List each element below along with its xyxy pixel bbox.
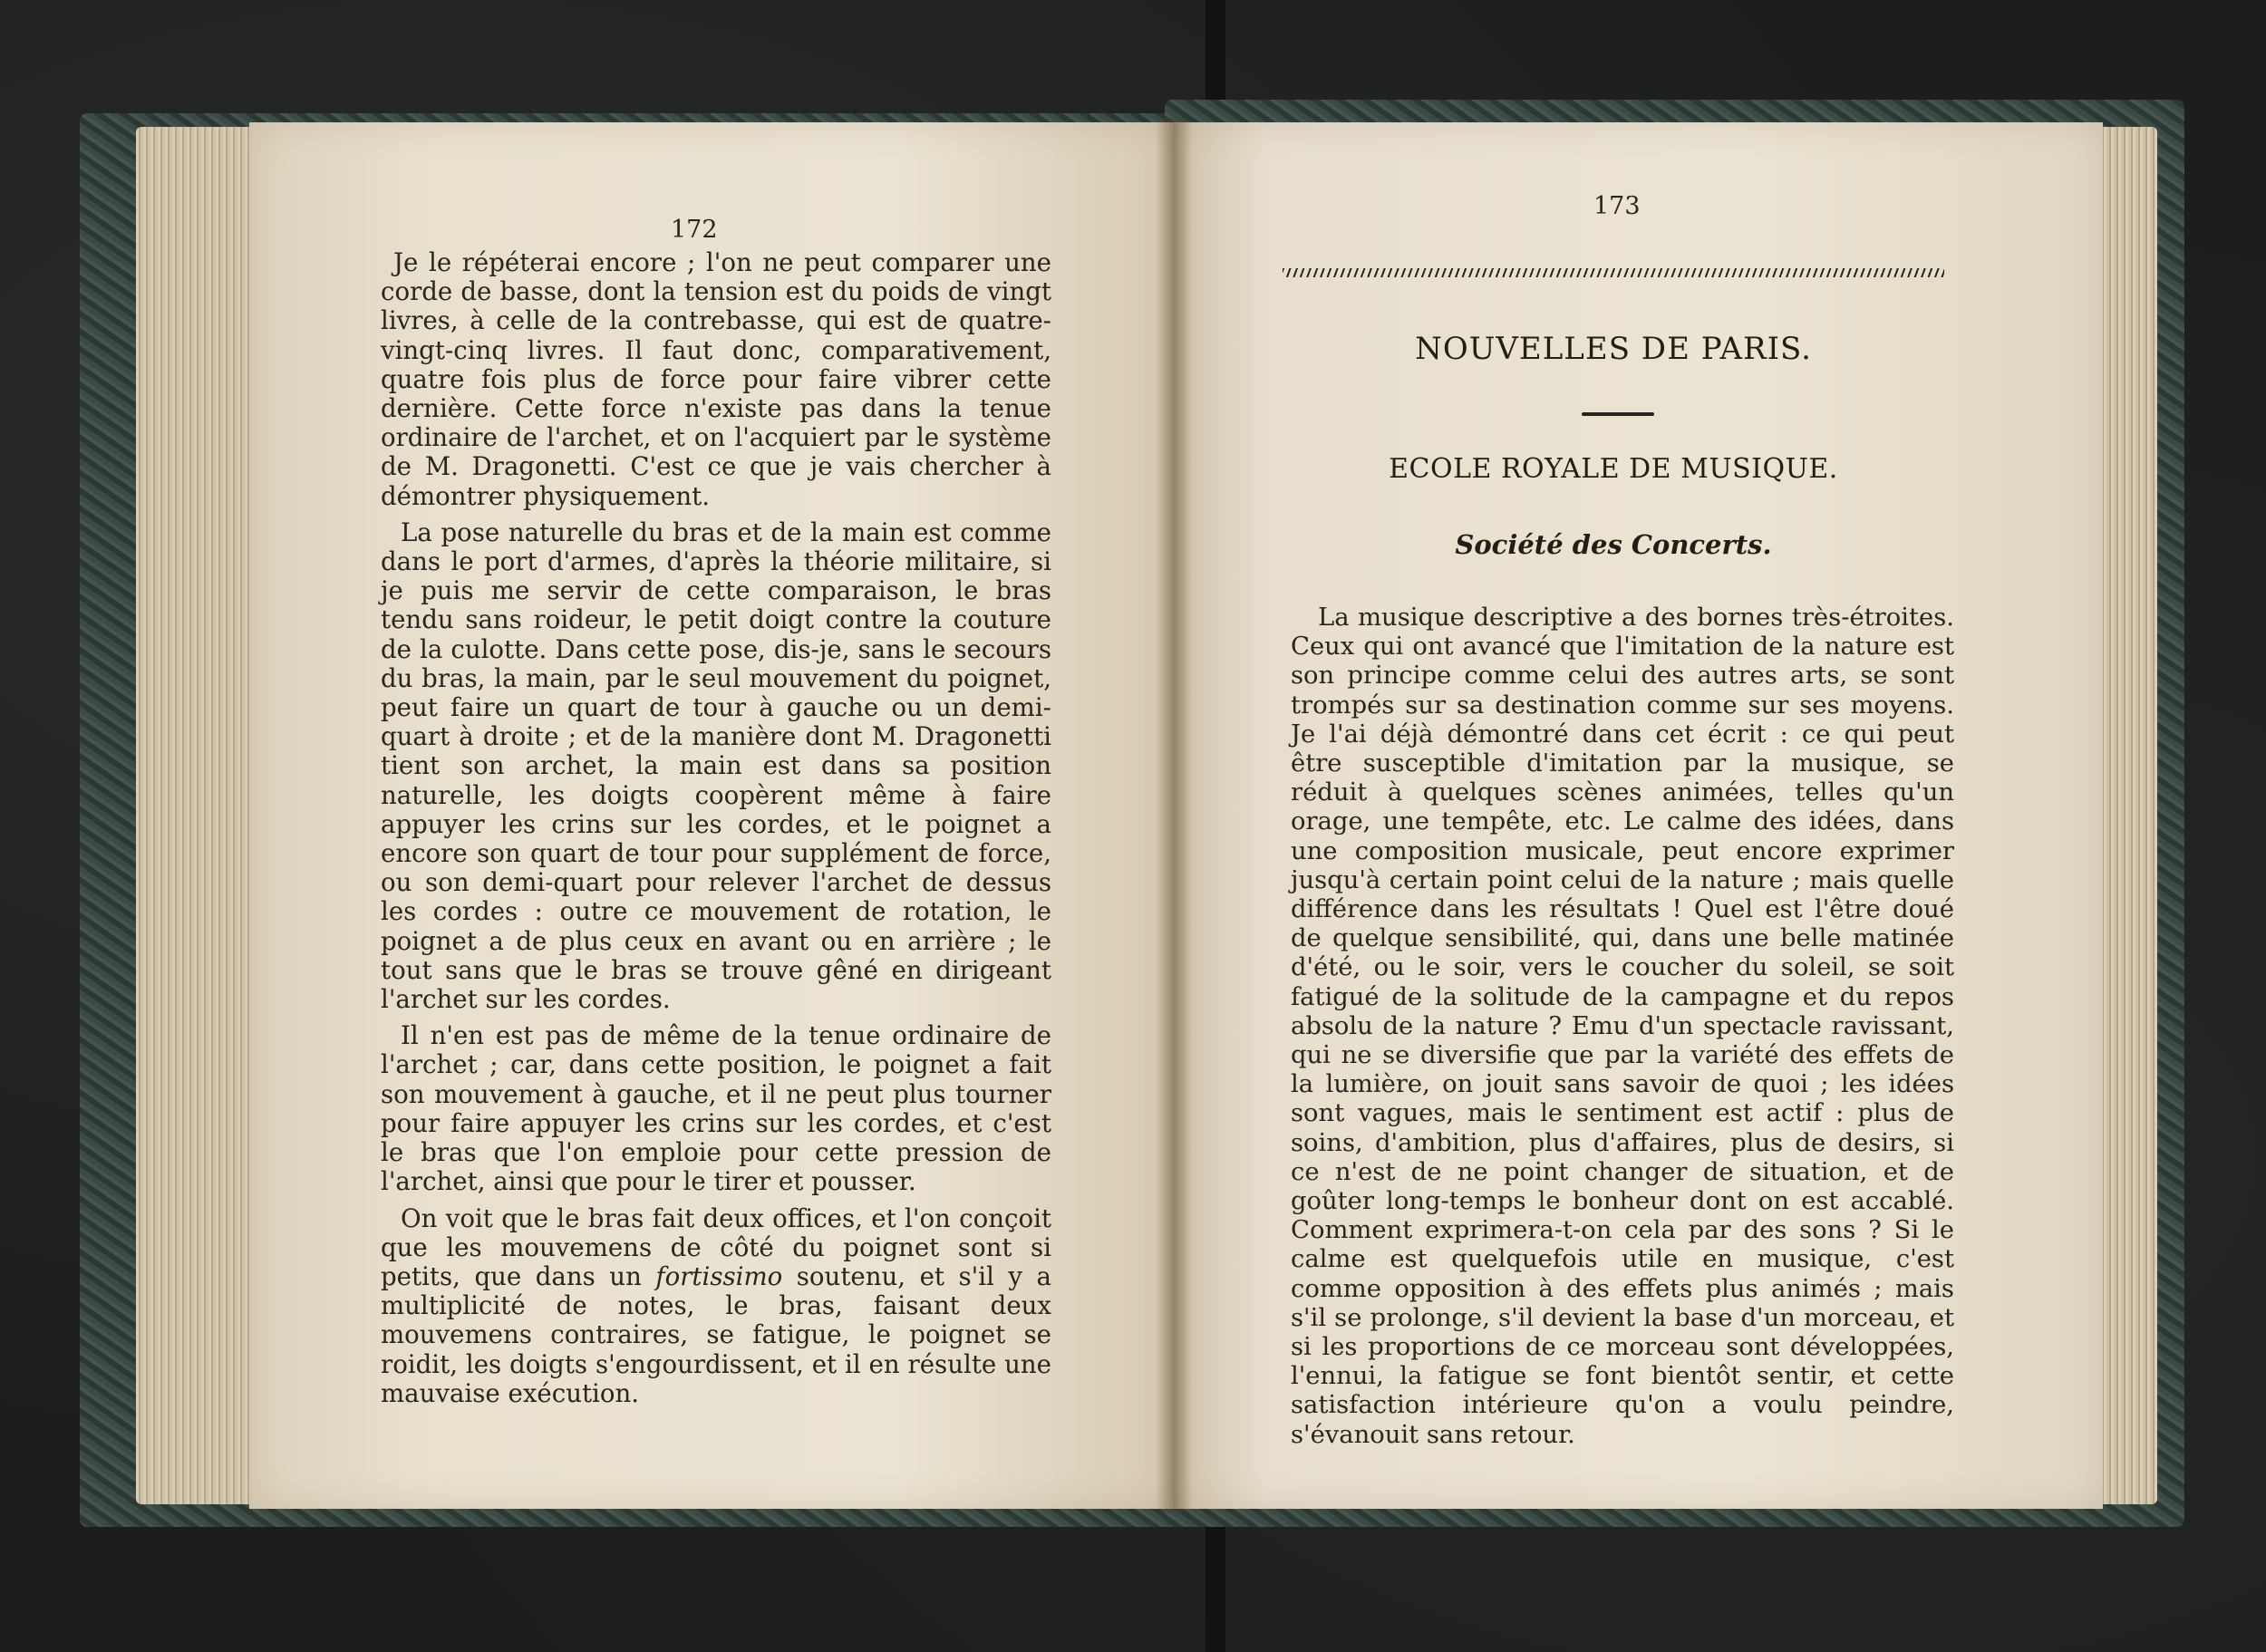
subsection-heading: ECOLE ROYALE DE MUSIQUE. — [1389, 453, 1838, 485]
section-heading: NOUVELLES DE PARIS. — [1415, 331, 1812, 367]
paragraph-with-italic — [381, 1204, 1051, 1408]
ornamental-wavy-rule — [1283, 268, 1944, 277]
right-page-body — [1291, 604, 1954, 1450]
paragraph: La pose naturelle du bras et de la main est comme dans le port d'armes, d'après la théorie militaire, si je puis me servir de cette comparaison, le bras tendu sans roideur, le petit doigt contre la couture de la culotte. Dans cette pose, dis-je, sans le secours du bras, la main, par le seul mouvement du poignet, peut faire un quart de tour à gauche ou un demi-quart à droite ; et de la manière dont M. Dragonetti tient son archet, la main est dans sa position naturelle, les doigts coopèrent même à faire appuyer les crins sur les cordes, et le poignet a encore son quart de tour pour supplément de force, ou son demi-quart pour relever l'archet de dessus les cordes : outre ce mouvement de rotation, le poignet a de plus ceux en avant ou en arrière ; le tout sans que le bras se trouve gêné en dirigeant l'archet sur les cordes. — [381, 517, 1051, 1015]
text-run: soutenu, et s'il y a multiplicité de notes, le bras, faisant deux mouvemens contraires, se fatigue, le poignet se roidit, les doigts s'engourdissent, et il en résulte une mauvaise exécution. — [381, 1261, 1051, 1408]
short-divider-rule — [1582, 412, 1654, 416]
paragraph: Je le répéterai encore ; l'on ne peut comparer une corde de basse, dont la tension est du poids de vingt livres, à celle de la contrebasse, qui est de quatre-vingt-cinq livres. Il faut donc, comparativement, quatre fois plus de force pour faire vibrer cette dernière. Cette force n'existe pas dans la tenue ordinaire de l'archet, et on l'acquiert par le système de M. Dragonetti. C'est ce que je vais chercher à démontrer physiquement. — [381, 247, 1051, 511]
page-number-right: 173 — [1593, 192, 1641, 220]
text-run: On voit que le bras fait deux offices, et l'on conçoit que les mouvemens de côté du poignet sont si petits, que dans un — [381, 1203, 1051, 1291]
page-number-left: 172 — [671, 216, 718, 244]
blackletter-heading: Société des Concerts. — [1455, 529, 1772, 560]
book-gutter — [1156, 118, 1192, 1513]
left-page-body — [381, 216, 1051, 1408]
paragraph: Il n'en est pas de même de la tenue ordinaire de l'archet ; car, dans cette position, le poignet a fait son mouvement à gauche, et il ne peut plus tourner pour faire appuyer les crins sur les cordes, et c'est le bras que l'on emploie pour cette pression de l'archet, ainsi que pour le tirer et pousser. — [381, 1020, 1051, 1197]
paragraph: La musique descriptive a des bornes très-étroites. Ceux qui ont avancé que l'imitation de la nature est son principe comme celui des autres arts, se sont trompés sur sa destination comme sur ses moyens. Je l'ai déjà démontré dans cet écrit : ce qui peut être susceptible d'imitation par la musique, se réduit à quelques scènes animées, telles qu'un orage, une tempête, etc. Le calme des idées, dans une composition musicale, peut encore exprimer jusqu'à certain point celui de la nature ; mais quelle différence dans les résultats ! Quel est l'être doué de quelque sensibilité, qui, dans une belle matinée d'été, ou le soir, vers le coucher du soleil, se soit fatigué de la solitude de la campagne et du repos absolu de la nature ? Emu d'un spectacle ravissant, qui ne se diversifie que par la variété des effets de la lumière, on jouit sans savoir de quoi ; les idées sont vagues, mais le sentiment est actif : plus de soins, d'ambition, plus d'affaires, plus de desirs, si ce n'est de ne point changer de situation, et de goûter long-temps le bonheur dont on est accablé. Comment exprimera-t-on cela par des sons ? Si le calme est quelquefois utile en musique, c'est comme opposition à des effets plus animés ; mais s'il se prolonge, s'il devient la base d'un morceau, et si les proportions de ce morceau sont développées, l'ennui, la fatigue se font bientôt sentir, et cette satisfaction intérieure qu'on a voulu peindre, s'évanouit sans retour. — [1291, 604, 1954, 1449]
italic-term: fortissimo — [655, 1261, 783, 1291]
